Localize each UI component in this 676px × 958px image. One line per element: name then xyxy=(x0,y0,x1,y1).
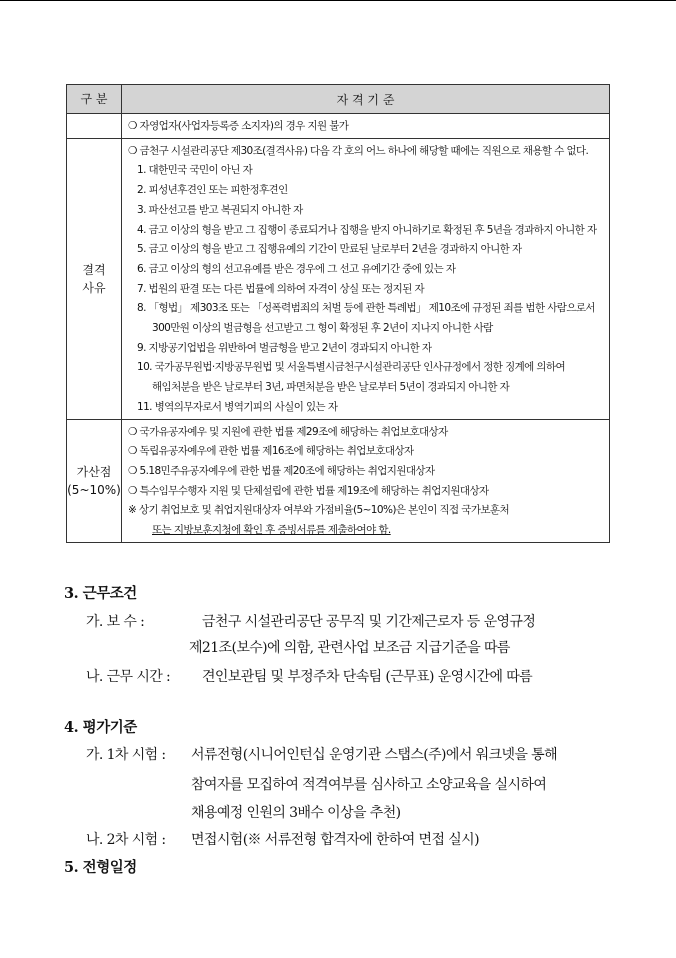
list-item: 8. 「형법」 제303조 또는 「성폭력범죄의 처벌 등에 관한 특례법」 제10조에 규정된 죄를 범한 사람으로서 xyxy=(137,302,595,315)
section-5-title: 5. 전형일정 xyxy=(64,859,137,876)
list-item: 10. 국가공무원법·지방공무원법 및 서울특별시금천구시설관리공단 인사규정에서 정한 징계에 의하여 xyxy=(137,361,566,374)
list-item: 11. 병역의무자로서 병역기피의 사실이 있는 자 xyxy=(137,400,338,413)
list-item-continuation: 300만원 이상의 벌금형을 선고받고 그 형이 확정된 후 2년이 지나지 아니한 사람 xyxy=(152,322,493,335)
row-label-disqualification xyxy=(67,138,122,419)
second-exam-label: 나. 2차 시험 : xyxy=(86,832,166,848)
list-item: 9. 지방공기업법을 위반하여 벌금형을 받고 2년이 경과되지 아니한 자 xyxy=(137,341,432,354)
list-item: ❍ 5.18민주유공자예우에 관한 법률 제20조에 해당하는 취업지원대상자 xyxy=(128,464,435,477)
pay-text: 금천구 시설관리공단 공무직 및 기간제근로자 등 운영규정 xyxy=(202,614,536,630)
row-label-bonus xyxy=(67,419,122,542)
qualification-table xyxy=(66,84,610,543)
bonus-cell xyxy=(122,419,610,542)
list-item: 3. 파산선고를 받고 복권되지 아니한 자 xyxy=(137,203,303,216)
row-label-empty xyxy=(67,114,122,139)
disqualification-cell xyxy=(122,138,610,419)
first-exam-label: 가. 1차 시험 : xyxy=(86,747,166,763)
bonus-note-continuation xyxy=(128,521,605,541)
second-exam-text: 면접시험(※ 서류전형 합격자에 한하여 면접 실시) xyxy=(191,832,479,848)
table-row xyxy=(67,114,610,139)
label-line: 가산점 xyxy=(76,464,112,479)
table-row xyxy=(67,138,610,419)
label-line: (5~10%) xyxy=(67,482,121,497)
note-text: 또는 지방보훈지청에 확인 후 증빙서류를 제출하여야 함. xyxy=(152,524,391,537)
list-item: ❍ 독립유공자예우에 관한 법률 제16조에 해당하는 취업보호대상자 xyxy=(128,445,414,458)
first-exam-text: 참여자를 모집하여 적격여부를 심사하고 소양교육을 실시하여 xyxy=(191,777,547,793)
self-employed-text: ❍ 자영업자(사업자등록증 소지자)의 경우 지원 불가 xyxy=(128,120,349,132)
list-item: 6. 금고 이상의 형의 선고유예를 받은 경우에 그 선고 유예기간 중에 있는 자 xyxy=(137,262,456,275)
top-rule xyxy=(0,0,676,1)
list-item: 2. 피성년후견인 또는 피한정후견인 xyxy=(137,184,288,197)
work-time-text: 견인보관팀 및 부정주차 단속팀 (근무표) 운영시간에 따름 xyxy=(202,669,533,685)
label-line: 결격 xyxy=(82,262,106,277)
list-item: 7. 법원의 판결 또는 다른 법률에 의하여 자격이 상실 또는 정지된 자 xyxy=(137,282,425,295)
note-text: ※ 상기 취업보호 및 취업지원대상자 여부와 가점비율(5~10%)은 본인이 직접 국가보훈처 xyxy=(128,504,510,517)
first-exam-text: 채용예정 인원의 3배수 이상을 추천) xyxy=(191,805,401,821)
first-exam-text: 서류전형(시니어인턴십 운영기관 스탭스(주)에서 워크넷을 통해 xyxy=(191,747,558,763)
section-4-title: 4. 평가기준 xyxy=(64,719,137,736)
bonus-note xyxy=(128,501,605,521)
table-header-row xyxy=(67,85,610,114)
pay-label: 가. 보 수 : xyxy=(86,614,145,630)
table-row xyxy=(67,419,610,542)
label-line: 사유 xyxy=(82,280,106,295)
work-time-label: 나. 근무 시간 : xyxy=(86,669,171,685)
list-item: 5. 금고 이상의 형을 받고 그 집행유예의 기간이 만료된 날로부터 2년을 경과하지 아니한 자 xyxy=(137,243,522,256)
self-employed-cell xyxy=(122,114,610,139)
list-item-continuation: 해임처분을 받은 날로부터 3년, 파면처분을 받은 날로부터 5년이 경과되지 아니한 자 xyxy=(152,381,510,394)
header-category: 구 분 xyxy=(67,85,122,114)
section-3-title: 3. 근무조건 xyxy=(64,585,137,602)
list-item: ❍ 국가유공자예우 및 지원에 관한 법률 제29조에 해당하는 취업보호대상자 xyxy=(128,425,448,438)
list-item: 4. 금고 이상의 형을 받고 그 집행이 종료되거나 집행을 받지 아니하기로 확정된 후 5년을 경과하지 아니한 자 xyxy=(137,223,597,236)
list-item: ❍ 특수임무수행자 지원 및 단체설립에 관한 법률 제19조에 해당하는 취업지원대상자 xyxy=(128,484,489,497)
header-criteria: 자 격 기 준 xyxy=(122,85,610,114)
disqualification-intro: ❍ 금천구 시설관리공단 제30조(결격사유) 다음 각 호의 어느 하나에 해당할 때에는 직원으로 채용할 수 없다. xyxy=(128,144,589,157)
list-item: 1. 대한민국 국민이 아닌 자 xyxy=(137,164,253,177)
pay-text: 제21조(보수)에 의함, 관련사업 보조금 지급기준을 따름 xyxy=(189,640,510,656)
